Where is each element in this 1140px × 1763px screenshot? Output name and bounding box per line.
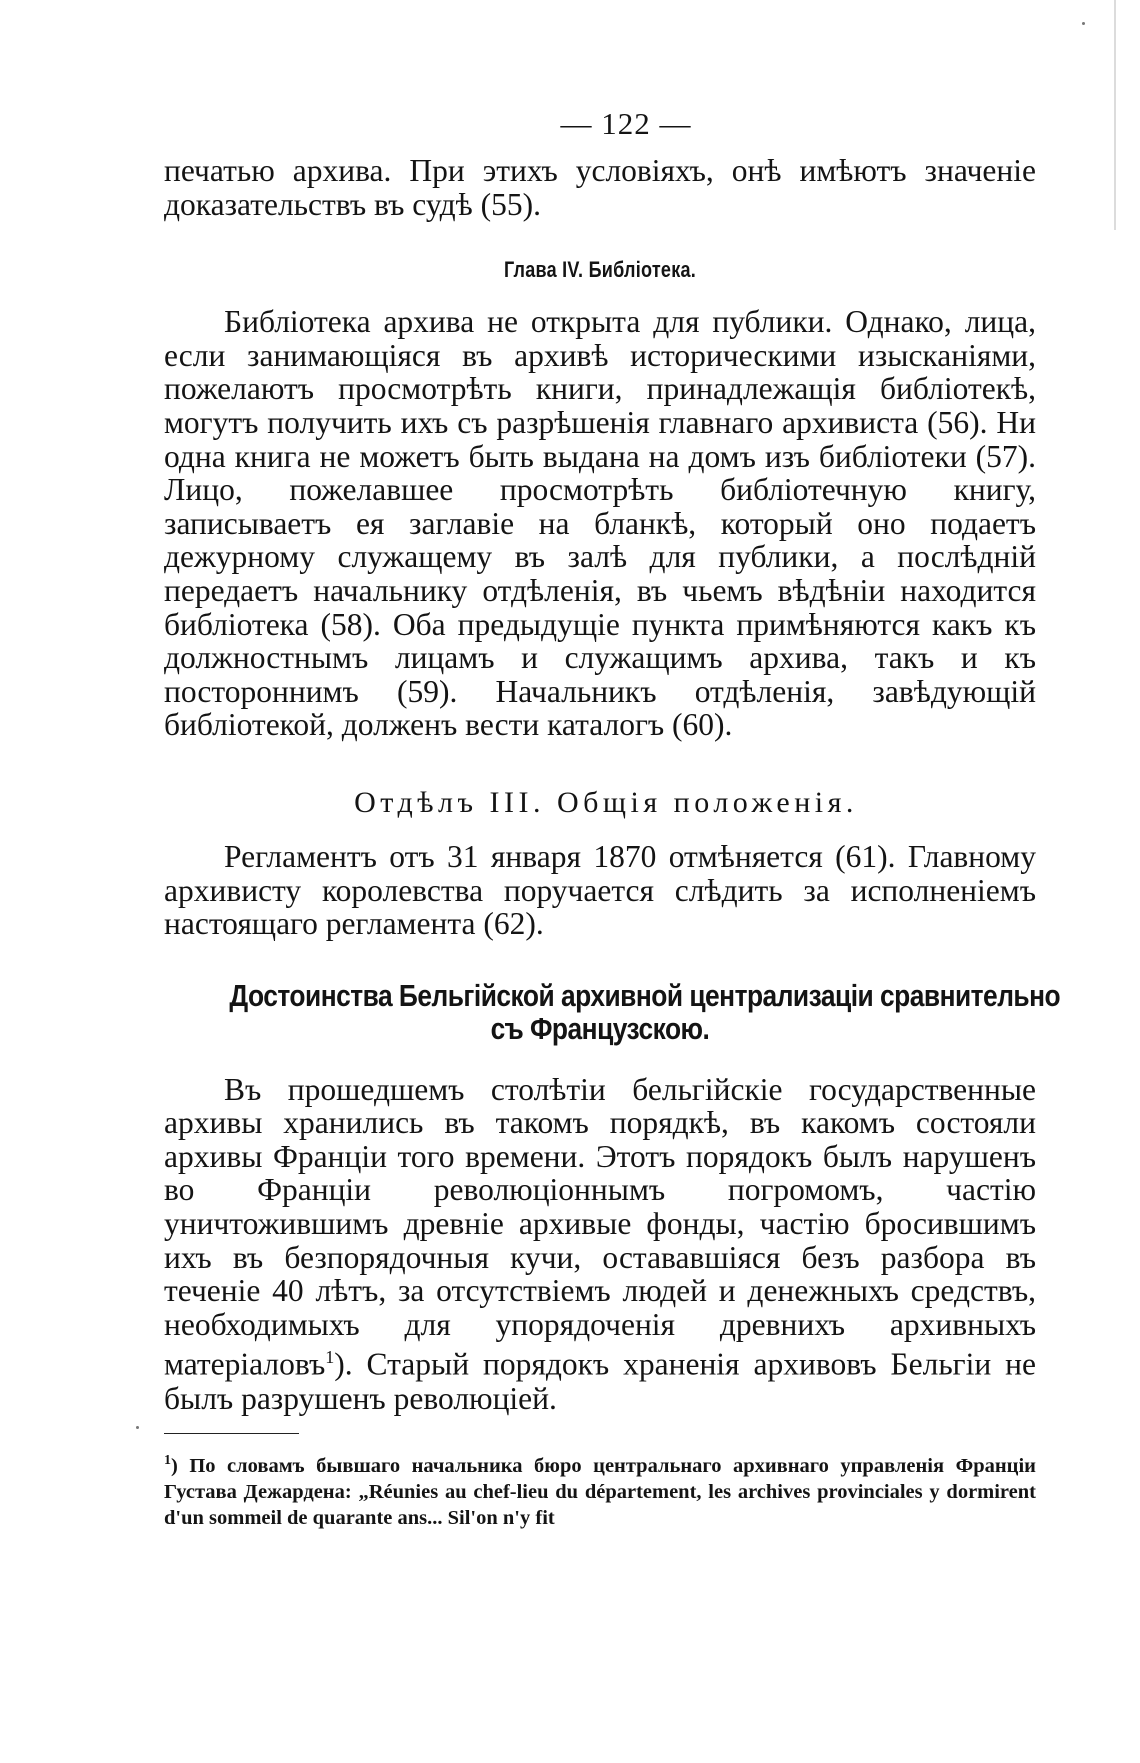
footnote-mark: 1: [164, 1453, 171, 1469]
scan-speck: [136, 1426, 139, 1429]
page-number: — 122 —: [560, 106, 692, 141]
article-heading-line-1: Достоинства Бельгійской архивной централизаціи сравнительно: [229, 977, 1061, 1013]
footnote: [164, 1448, 1036, 1531]
article-heading: [229, 977, 1061, 1046]
section-paragraph: Регламентъ отъ 31 января 1870 отмѣняется (61). Главному архивисту королевства поручается слѣдить за исполненіемъ настоящаго регламента (62).: [164, 838, 1036, 942]
chapter-heading: Глава IV. Библіотека.: [503, 257, 697, 283]
footnote-text: ) По словамъ бывшаго начальника бюро центральнаго архивнаго управленія Франціи Густава Дежардена: „Réunies au chef-lieu du département, les archives provinciales y dormirent d'un sommeil de quarante ans... Sil'on n'y fit: [164, 1454, 1036, 1529]
footnote-reference[interactable]: 1: [325, 1347, 335, 1368]
scan-edge-line: [1114, 0, 1116, 230]
book-page: [164, 106, 1061, 1531]
article-paragraph: [164, 1073, 1036, 1415]
chapter-paragraph: Библіотека архива не открыта для публики. Однако, лица, если занимающіяся въ архивѣ историческими изысканіями, пожелаютъ просмотрѣть книги, принадлежащія библіотекѣ, могутъ получить ихъ съ разрѣшенія главнаго архивиста (56). Ни одна книга не можетъ быть выдана на домъ изъ библіотеки (57). Лицо, пожелавшее просмотрѣть библіотечную книгу, записываетъ ея заглавіе на бланкѣ, который оно подаетъ дежурному служащему въ залѣ для публики, а послѣдній передаетъ начальнику отдѣленія, въ чьемъ вѣдѣніи находится библіотека (58). Оба предыдущіе пункта примѣняются какъ къ должностнымъ лицамъ и служащимъ архива, такъ и къ постороннимъ (59). Начальникъ отдѣленія, завѣдующій библіотекой, долженъ вести каталогъ (60).: [164, 304, 1036, 743]
article-text-before-note: Въ прошедшемъ столѣтіи бельгійскіе государственные архивы хранились въ такомъ порядкѣ, въ какомъ состояли архивы Франціи того времени. Этотъ порядокъ былъ нарушенъ во Франціи революціоннымъ погромомъ, частію уничтожившимъ древніе архивые фонды, частію бросившимъ ихъ въ безпорядочныя кучи, остававшіяся безъ разбора въ теченіе 40 лѣтъ, за отсутствіемъ людей и денежныхъ средствъ, необходимыхъ для упорядоченія древнихъ архивныхъ матеріаловъ: [164, 1071, 1036, 1382]
scan-speck: [1082, 22, 1085, 25]
section-heading: Отдѣлъ III. Общія положенія.: [354, 785, 858, 819]
article-heading-line-2: съ Французскою.: [490, 1010, 710, 1046]
article-text-after-note: ). Старый порядокъ храненія архивовъ Бельгіи не былъ разрушенъ революціей.: [164, 1346, 1036, 1416]
footnote-divider: [164, 1433, 299, 1434]
continuation-paragraph: печатью архива. При этихъ условіяхъ, онѣ имѣютъ значеніе доказательствъ въ судѣ (55).: [164, 153, 1036, 222]
